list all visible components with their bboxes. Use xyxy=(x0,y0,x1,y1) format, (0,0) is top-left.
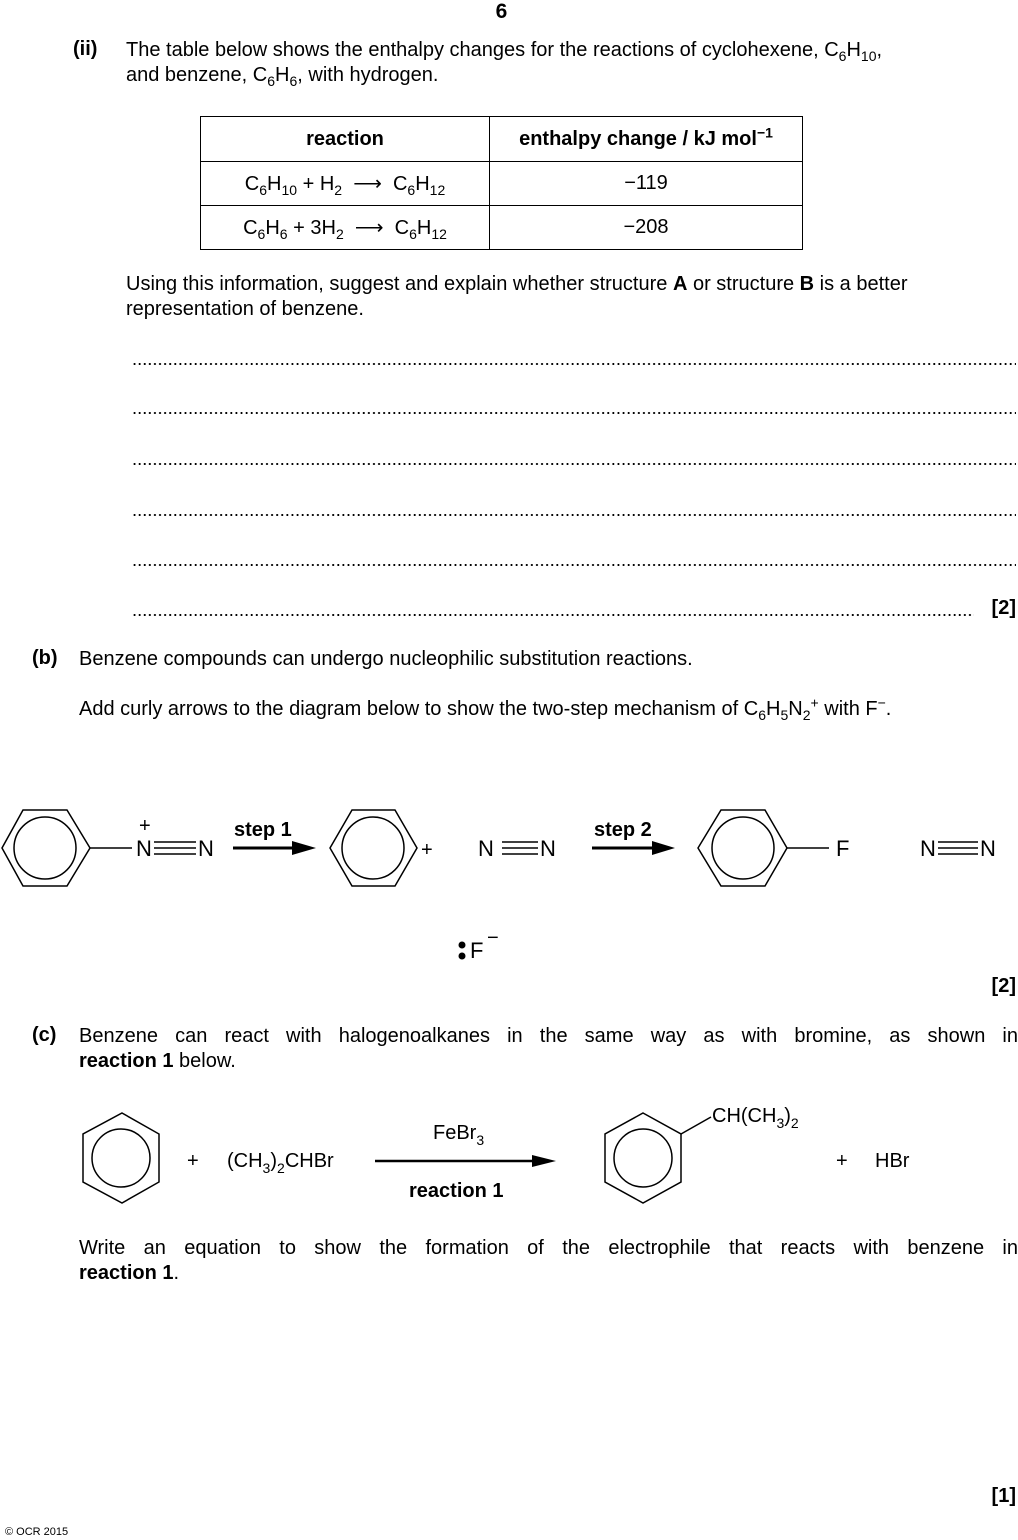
benzene-circle-reactant xyxy=(92,1129,150,1187)
reaction-1-ref: reaction 1 xyxy=(79,1262,174,1284)
header-enthalpy-text: enthalpy change / kJ mol xyxy=(519,127,757,150)
part-c-question-line2 xyxy=(79,1261,179,1286)
answer-line[interactable] xyxy=(132,462,1016,466)
question-label-c: (c) xyxy=(32,1024,57,1046)
benzene-circle-product xyxy=(614,1129,672,1187)
benzene-ring-1 xyxy=(2,810,90,886)
q-text: representation of benzene. xyxy=(126,298,364,320)
q-text: Using this information, suggest and explain whether structure xyxy=(126,273,673,295)
part-c-question-line1: Write an equation to show the formation of the electrophile that reacts with benzene in xyxy=(79,1237,1018,1259)
plus-sign: + xyxy=(187,1150,199,1172)
enthalpy-table xyxy=(200,116,803,250)
structure-b: B xyxy=(799,273,815,295)
table-row xyxy=(201,206,803,250)
question-label-b: (b) xyxy=(32,647,58,669)
structure-a: A xyxy=(672,273,688,295)
benzene-ring-product xyxy=(605,1113,681,1203)
reaction-arrow-2 xyxy=(592,841,675,855)
benzene-ring-reactant xyxy=(83,1113,159,1203)
nitrogen-label: N xyxy=(136,836,152,861)
answer-area[interactable] xyxy=(79,1300,1018,1480)
plus-sign: + xyxy=(836,1150,848,1172)
negative-charge: − xyxy=(487,927,499,949)
reaction-cell: $C_6H_{10} + H_2$ ⟶ $C_6H_{12}$ xyxy=(201,162,490,206)
part-b-line2: Add curly arrows to the diagram below to show the two-step mechanism of $C_6H_5N_2^+$ with F−. xyxy=(79,694,892,723)
enthalpy-cell: −208 xyxy=(490,206,803,250)
marks-ii: [2] xyxy=(991,597,1016,619)
reaction-1-ref: reaction 1 xyxy=(79,1050,174,1072)
reaction-arrow xyxy=(532,1155,556,1167)
benzene-circle-3 xyxy=(712,817,774,879)
mechanism-diagram[interactable] xyxy=(0,790,1018,970)
nitrogen-label: N xyxy=(920,836,936,861)
header-reaction: reaction xyxy=(201,117,490,162)
question-label-ii: (ii) xyxy=(73,38,98,60)
fluoride-label: F xyxy=(470,938,484,963)
intro-text-2: and benzene, C xyxy=(126,64,268,86)
enthalpy-cell: −119 xyxy=(490,162,803,206)
reaction-1-label: reaction 1 xyxy=(409,1180,504,1202)
nitrogen-label: N xyxy=(478,836,494,861)
nitrogen-label: N xyxy=(980,836,996,861)
q-text: . xyxy=(173,1262,180,1284)
isopropyl-group: $CH(CH_3)_2$ xyxy=(712,1105,799,1131)
part-c-line1: Benzene can react with halogenoalkanes in the same way as with bromine, as shown in xyxy=(79,1025,1018,1047)
answer-line[interactable] xyxy=(132,513,1016,517)
header-sup: −1 xyxy=(756,123,773,140)
q-text: with F xyxy=(818,698,878,720)
step1-label: step 1 xyxy=(234,819,292,841)
benzene-circle-2 xyxy=(342,817,404,879)
answer-line[interactable] xyxy=(132,563,1016,567)
q-text: Add curly arrows to the diagram below to show the two-step mechanism of C xyxy=(79,698,759,720)
part-ii-question xyxy=(126,272,1018,322)
benzene-circle-1 xyxy=(14,817,76,879)
nitrogen-label: N xyxy=(540,836,556,861)
marks-c: [1] xyxy=(991,1485,1016,1507)
answer-line[interactable] xyxy=(132,613,974,617)
cation-charge: + xyxy=(421,839,433,861)
q-text: or structure xyxy=(687,273,800,295)
table-row xyxy=(201,162,803,206)
intro-text-3: , with hydrogen. xyxy=(297,64,439,86)
answer-line[interactable] xyxy=(132,362,1016,366)
q-text: is a better xyxy=(814,273,908,295)
reaction-1-diagram xyxy=(60,1090,1018,1220)
part-c-line2 xyxy=(79,1049,236,1074)
table-header-row xyxy=(201,117,803,162)
q-text: below. xyxy=(173,1050,236,1072)
header-enthalpy xyxy=(490,117,803,162)
step2-label: step 2 xyxy=(594,819,652,841)
bond-c-ch xyxy=(681,1117,711,1134)
reaction-cell: $C_6H_6 + 3H_2$ ⟶ $C_6H_{12}$ xyxy=(201,206,490,250)
page-number: 6 xyxy=(495,0,508,23)
part-ii-intro: The table below shows the enthalpy changes for the reactions of cyclohexene, $C_6H_{10}$, and benzene, $C_6H_6$, with hydrogen. xyxy=(126,39,883,89)
marks-b: [2] xyxy=(991,975,1016,997)
catalyst-label: FeBr$_3$ xyxy=(433,1122,485,1148)
lone-pair-dot xyxy=(459,942,466,949)
nitrogen-label: N xyxy=(198,836,214,861)
answer-line[interactable] xyxy=(132,411,1016,415)
reactant-halogenoalkane: $(CH_3)_2CHBr$ xyxy=(227,1150,334,1176)
positive-charge: + xyxy=(139,815,151,837)
hbr-product: HBr xyxy=(875,1150,910,1172)
part-b-line1: Benzene compounds can undergo nucleophilic substitution reactions. xyxy=(79,648,693,670)
lone-pair-dot xyxy=(459,953,466,960)
reaction-arrow-1 xyxy=(233,841,316,855)
intro-text: The table below shows the enthalpy changes for the reactions of cyclohexene, C xyxy=(126,39,839,61)
fluorine-label: F xyxy=(836,836,850,861)
copyright: © OCR 2015 xyxy=(5,1526,69,1538)
